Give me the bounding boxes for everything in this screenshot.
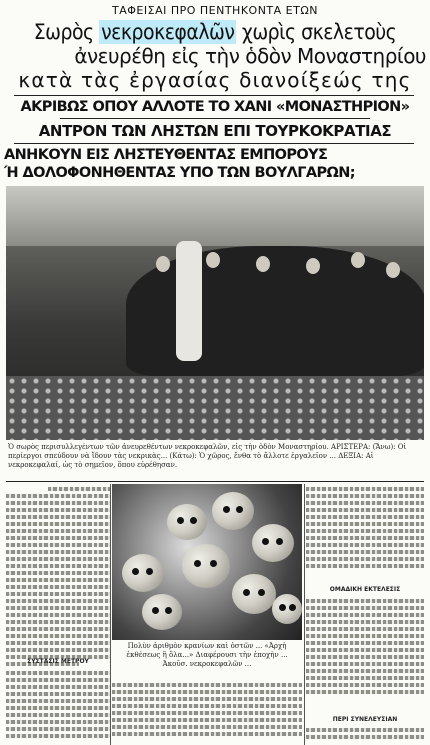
left-column-lower xyxy=(6,668,110,745)
column-divider xyxy=(110,484,111,745)
headline-prefix: Σωρὸς xyxy=(33,20,94,44)
skull xyxy=(167,504,207,540)
face xyxy=(306,258,320,274)
skull xyxy=(212,492,254,530)
subhead-left: ΣΥΣΤΑΣΙΣ ΜΕΤΡΟΥ xyxy=(27,658,89,665)
deck-3-line-1: ΑΝΗΚΟΥΝ ΕΙΣ ΛΗΣΤΕΥΘΕΝΤΑΣ ΕΜΠΟΡΟΥΣ xyxy=(4,147,328,163)
face xyxy=(256,256,270,272)
caption-middle: Πολὺν ἀριθμὸν κρανίων καὶ ὀστῶν ... «Ἀρχὴ ἐκθέσεως ἢ ὅλα...» Διαφέρουσι τὴν ἐποχὴν ... Ἀκοῦσ. νεκροκεφαλῶν ... xyxy=(126,642,288,668)
skull xyxy=(252,524,294,562)
deck-1: ΑΚΡΙΒΩΣ ΟΠΟΥ ΑΛΛΟΤΕ ΤΟ ΧΑΝΙ «ΜΟΝΑΣΤΗΡΙΟΝ» xyxy=(20,99,410,115)
rule-2 xyxy=(60,118,370,119)
subhead-right-1: ΟΜΑΔΙΚΗ ΕΚΤΕΛΕΣΙΣ xyxy=(329,586,401,593)
subhead-right-2: ΠΕΡΙ ΣΥΝΕΛΕΥΣΙΑΝ xyxy=(332,716,398,723)
standing-figure xyxy=(176,241,202,361)
kicker: ΤΑΦΕΙΣΑΙ ΠΡΟ ΠΕΝΤΗΚΟΝΤΑ ΕΤΩΝ xyxy=(112,4,318,17)
face xyxy=(156,256,170,272)
face xyxy=(386,262,400,278)
middle-column xyxy=(112,680,302,745)
skulls-photo xyxy=(112,484,302,640)
skull xyxy=(232,574,276,614)
headline-line-1 xyxy=(0,20,430,44)
headline-line-2: ἀνευρέθη εἰς τὴν ὁδὸν Μοναστηρίου xyxy=(74,44,426,68)
sky-area xyxy=(6,186,424,246)
rubble-ground xyxy=(6,376,424,440)
headline-line-3: κατὰ τὰς ἐργασίας διανοίξεώς της xyxy=(18,68,412,92)
deck-3-line-2: Ή ΔΟΛΟΦΟΝΗΘΕΝΤΑΣ ΥΠΟ ΤΩΝ ΒΟΥΛΓΑΡΩΝ; xyxy=(4,165,355,181)
headline-suffix: χωρὶς σκελετοὺς xyxy=(241,20,397,44)
skull xyxy=(122,554,164,592)
column-divider xyxy=(304,484,305,745)
rule-3 xyxy=(14,143,414,144)
crowd-photo xyxy=(6,186,424,440)
face xyxy=(351,252,365,268)
face xyxy=(206,252,220,268)
rule-1 xyxy=(14,95,414,96)
deck-2: ΑΝΤΡΟΝ ΤΩΝ ΛΗΣΤΩΝ ΕΠΙ ΤΟΥΡΚΟΚΡΑΤΙΑΣ xyxy=(38,122,392,140)
right-column-mid xyxy=(306,596,424,714)
rule-4 xyxy=(6,481,424,482)
caption-top: Ὁ σωρὸς περισυλλεγέντων τῶν ἀνευρεθέντων νεκροκεφαλῶν, εἰς τὴν ὁδὸν Μοναστηρίου. ΑΡΙΣΤΕΡΑ: (Ἄνω): Οἱ περίεργοι σπεύδουν νὰ ἴδουν τὰς νεκρικὰς... (Κάτω): Ὁ χῶρος, ἔνθα τὸ ἄλλοτε ἐργαλεῖον ... ΔΕΞΙΑ: Αἱ νεκροκεφαλαί, ὡς τὸ σημεῖον, ὅπου εὐρέθησαν. xyxy=(8,443,407,469)
skull xyxy=(182,544,230,588)
right-column xyxy=(306,484,424,582)
headline-highlight: νεκροκεφαλῶν xyxy=(101,20,235,44)
skull xyxy=(272,594,302,624)
skull xyxy=(142,594,182,630)
crowd-shape xyxy=(126,246,424,376)
right-column-lower xyxy=(306,725,424,745)
